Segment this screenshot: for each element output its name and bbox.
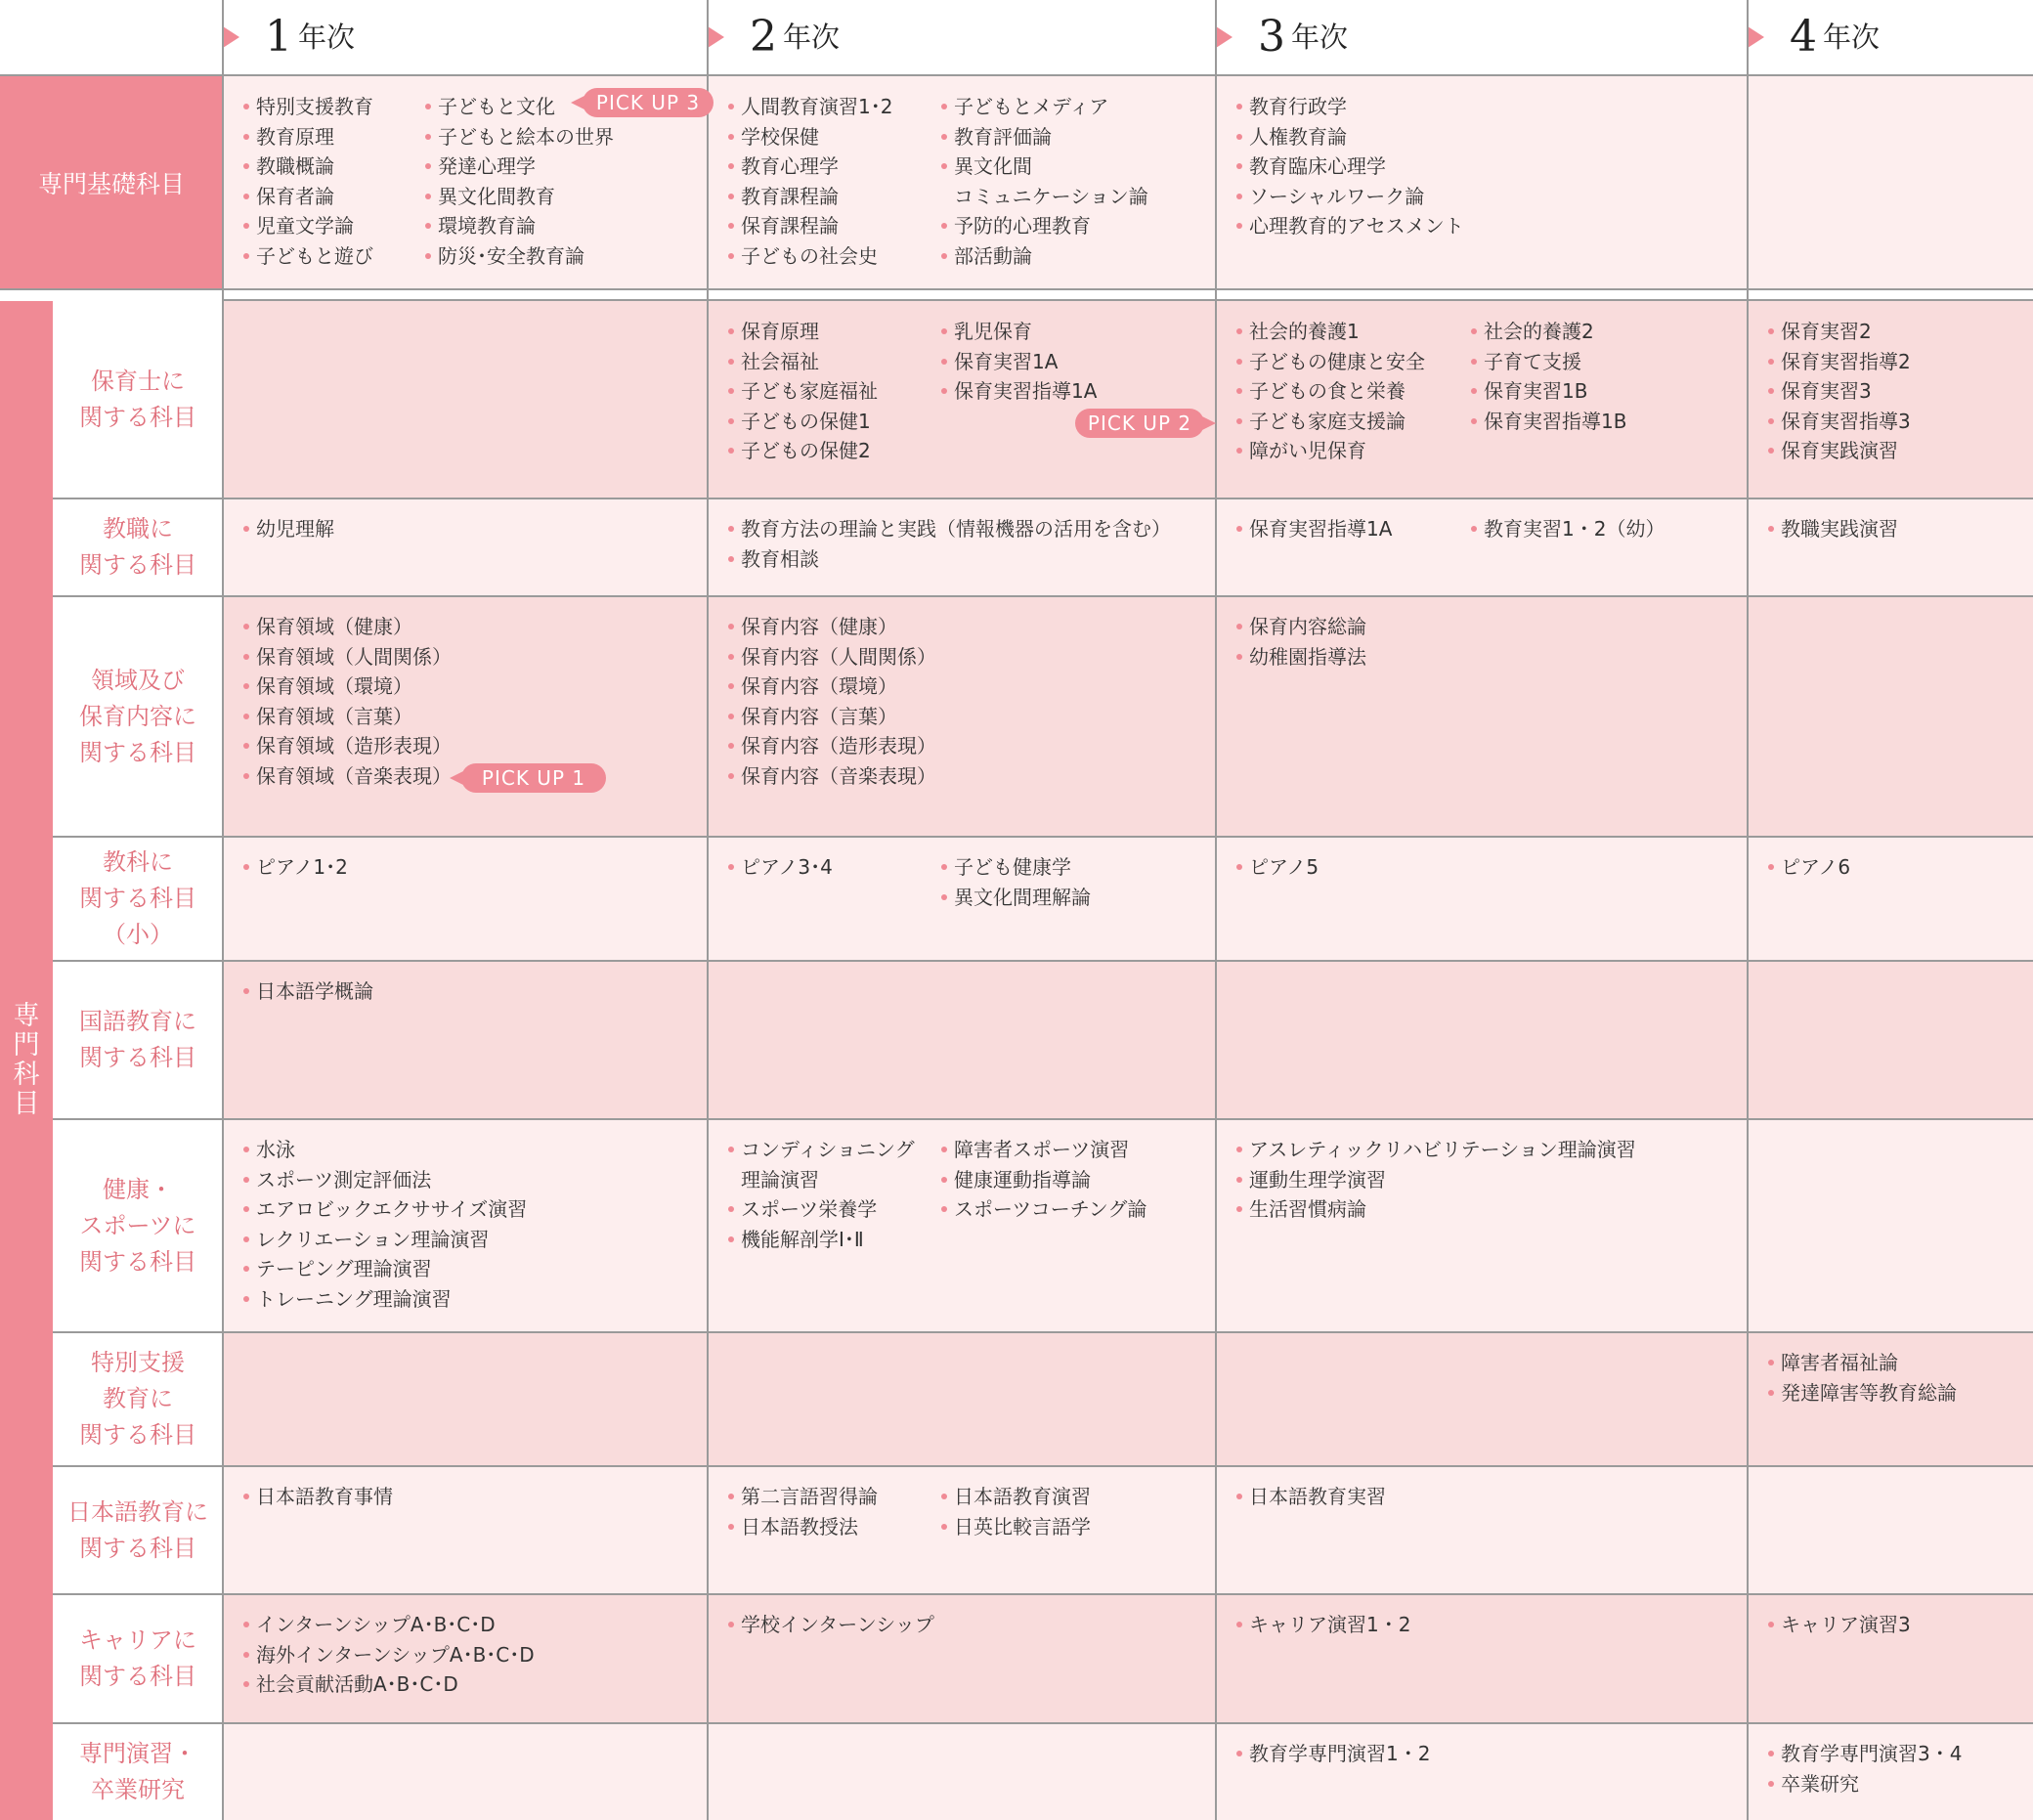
subject-item: 子育て支援	[1470, 347, 1626, 377]
subject-item: 保育実習3	[1767, 376, 1911, 407]
subject-item: 卒業研究	[1767, 1769, 1962, 1799]
subject-list	[1767, 317, 1911, 466]
subject-item: 教育方法の理論と実践（情報機器の活用を含む）	[727, 514, 1171, 544]
category-label: 教科に 関する科目 （小）	[79, 848, 196, 948]
kiso-y3-list-a	[1235, 92, 1464, 241]
subject-item: 保育実習指導1B	[1470, 407, 1626, 437]
subject-item: 教育学専門演習3・4	[1767, 1739, 1962, 1769]
grid-line	[53, 498, 2033, 499]
kiso-label: 専門基礎科目	[0, 75, 223, 289]
subject-list	[1767, 1610, 1911, 1640]
grid-line	[53, 960, 2033, 962]
triangle-marker-icon	[223, 26, 239, 48]
subject-item: ピアノ5	[1235, 852, 1319, 883]
subject-item: 社会的養護1	[1235, 317, 1425, 347]
subject-item: 日本語教育演習	[940, 1482, 1091, 1512]
subject-item: アスレティックリハビリテーション理論演習	[1235, 1135, 1636, 1165]
year-header-2	[708, 0, 840, 74]
subject-list	[242, 852, 348, 883]
subject-list	[1767, 514, 1898, 544]
subject-list	[1767, 1739, 1962, 1798]
senmon-side-label	[0, 301, 53, 1820]
subject-item: 幼稚園指導法	[1235, 642, 1366, 672]
category-label: 日本語教育に 関する科目	[67, 1497, 208, 1562]
subject-list	[1767, 1348, 1957, 1408]
subject-item: 社会貢献活動A･B･C･D	[242, 1669, 535, 1700]
category-label: 特別支援 教育に 関する科目	[79, 1349, 196, 1449]
grid-line	[53, 595, 2033, 597]
subject-item: インターンシップA･B･C･D	[242, 1610, 535, 1640]
subject-item: 子ども健康学	[940, 852, 1091, 883]
row-bg	[223, 1466, 2033, 1594]
year-number: 3	[1258, 12, 1285, 62]
subject-item: 教育心理学	[727, 152, 892, 182]
subject-item: 社会的養護2	[1470, 317, 1626, 347]
subject-item: 児童文学論	[242, 211, 373, 241]
subject-item: コンディショニング	[727, 1135, 915, 1165]
subject-list	[242, 1482, 393, 1512]
subject-item: 障がい児保育	[1235, 436, 1425, 466]
subject-list	[940, 317, 1097, 407]
subject-item: 保育実習指導1A	[940, 376, 1097, 407]
kiso-y1-list-a	[242, 92, 373, 271]
category-label: 領域及び 保育内容に 関する科目	[79, 666, 196, 766]
subject-item: 子どもの保健2	[727, 436, 878, 466]
subject-item: 心理教育的アセスメント	[1235, 211, 1464, 241]
subject-item: ピアノ1･2	[242, 852, 348, 883]
subject-item: 人権教育論	[1235, 122, 1464, 152]
year-suffix: 年次	[1823, 20, 1881, 54]
subject-list	[727, 317, 878, 466]
triangle-marker-icon	[708, 26, 724, 48]
subject-list	[1470, 317, 1626, 436]
category-label: 保育士に 関する科目	[79, 368, 196, 431]
subject-item: 日本語教授法	[727, 1512, 878, 1542]
subject-item: 子ども家庭福祉	[727, 376, 878, 407]
subject-list	[242, 612, 452, 791]
pickup-1-badge[interactable]: PICK UP 1	[461, 763, 606, 793]
row-bg	[223, 1723, 2033, 1820]
subject-item: 保育実習1A	[940, 347, 1097, 377]
subject-item: 子どもと文化	[424, 92, 614, 122]
subject-item: 保育実習指導2	[1767, 347, 1911, 377]
grid-line	[222, 0, 224, 1820]
subject-item: ソーシャルワーク論	[1235, 182, 1464, 212]
subject-item: テーピング理論演習	[242, 1254, 527, 1284]
grid-line	[1747, 0, 1749, 1820]
subject-item: 保育内容（環境）	[727, 672, 936, 702]
kiso-y1-list-b	[424, 92, 614, 271]
grid-line	[707, 0, 709, 1820]
category-label: 専門演習・ 卒業研究	[79, 1739, 196, 1803]
subject-item: 障害者スポーツ演習	[940, 1135, 1146, 1165]
triangle-marker-icon	[1216, 26, 1233, 48]
year-number: 4	[1790, 12, 1817, 62]
subject-item: 異文化間	[940, 152, 1148, 182]
subject-list	[727, 1610, 934, 1640]
subject-item: 保育領域（造形表現）	[242, 731, 452, 761]
subject-list	[940, 852, 1091, 912]
row-bg	[223, 596, 2033, 837]
subject-item: 保育領域（健康）	[242, 612, 452, 642]
subject-list	[1470, 514, 1665, 544]
subject-item: 子どもの保健1	[727, 407, 878, 437]
grid-line	[53, 1118, 2033, 1120]
subject-item: 保育実践演習	[1767, 436, 1911, 466]
subject-list	[1235, 317, 1425, 466]
subject-list	[727, 612, 936, 791]
subject-item: コミュニケーション論	[954, 184, 1148, 208]
subject-list	[242, 514, 334, 544]
year-suffix: 年次	[783, 20, 841, 54]
year-number: 1	[265, 12, 292, 62]
subject-list	[1767, 852, 1850, 883]
subject-item: 保育領域（音楽表現）	[242, 761, 452, 792]
grid-line	[53, 1331, 2033, 1333]
pickup-2-badge[interactable]: PICK UP 2	[1075, 409, 1204, 438]
subject-item: 機能解剖学Ⅰ･Ⅱ	[727, 1225, 915, 1255]
subject-item: 特別支援教育	[242, 92, 373, 122]
subject-item: 部活動論	[940, 241, 1148, 272]
subject-item: 防災･安全教育論	[424, 241, 614, 272]
subject-list	[1235, 612, 1366, 672]
category-label: 国語教育に 関する科目	[79, 1008, 196, 1071]
grid-line	[53, 1593, 2033, 1595]
subject-item: 教職実践演習	[1767, 514, 1898, 544]
subject-item: エアロビックエクササイズ演習	[242, 1194, 527, 1225]
grid-line	[53, 1722, 2033, 1724]
subject-item: ピアノ3･4	[727, 852, 833, 883]
subject-list	[1235, 1482, 1386, 1512]
subject-item: 保育原理	[727, 317, 878, 347]
grid-line	[223, 299, 2033, 301]
subject-item: 理論演習	[741, 1167, 819, 1192]
subject-item: 日英比較言語学	[940, 1512, 1091, 1542]
category-label: 健康・ スポーツに 関する科目	[79, 1175, 196, 1276]
subject-item: 保育領域（環境）	[242, 672, 452, 702]
subject-item: スポーツ測定評価法	[242, 1165, 527, 1195]
subject-item: 子どもの食と栄養	[1235, 376, 1425, 407]
year-header-3	[1216, 0, 1348, 74]
subject-item: 環境教育論	[424, 211, 614, 241]
subject-item: トレーニング理論演習	[242, 1284, 527, 1315]
subject-item: 保育者論	[242, 182, 373, 212]
subject-item: 保育実習1B	[1470, 376, 1626, 407]
kiso-y2-list-b	[940, 92, 1148, 271]
grid-line	[0, 288, 2033, 290]
subject-item: 子どもの社会史	[727, 241, 892, 272]
subject-item: 保育内容（言葉）	[727, 702, 936, 732]
subject-item: 保育内容（健康）	[727, 612, 936, 642]
year-suffix: 年次	[1291, 20, 1349, 54]
kiso-y2-list-a	[727, 92, 892, 271]
subject-item: 日本語教育事情	[242, 1482, 393, 1512]
subject-item: 教育行政学	[1235, 92, 1464, 122]
subject-item: 水泳	[242, 1135, 527, 1165]
subject-list	[727, 1135, 915, 1254]
subject-list	[242, 1135, 527, 1314]
subject-item: 異文化間教育	[424, 182, 614, 212]
subject-item: 運動生理学演習	[1235, 1165, 1636, 1195]
subject-item: ピアノ6	[1767, 852, 1850, 883]
subject-list	[727, 514, 1171, 574]
subject-item: 子どもと絵本の世界	[424, 122, 614, 152]
subject-item: 日本語学概論	[242, 976, 373, 1007]
subject-item: 保育実習指導3	[1767, 407, 1911, 437]
grid-line	[53, 1465, 2033, 1467]
subject-item: 発達心理学	[424, 152, 614, 182]
year-header-4	[1748, 0, 1880, 74]
subject-item: 保育内容（造形表現）	[727, 731, 936, 761]
subject-list	[242, 1610, 535, 1700]
subject-item: 子どもとメディア	[940, 92, 1148, 122]
subject-list	[727, 852, 833, 883]
subject-list	[940, 1135, 1146, 1225]
subject-item: 生活習慣病論	[1235, 1194, 1636, 1225]
year-suffix: 年次	[298, 20, 356, 54]
subject-item: 保育課程論	[727, 211, 892, 241]
subject-item: 保育実習指導1A	[1235, 514, 1392, 544]
row-bg	[223, 301, 2033, 498]
subject-list	[1235, 514, 1392, 544]
subject-item: 第二言語習得論	[727, 1482, 878, 1512]
subject-item: 保育実習2	[1767, 317, 1911, 347]
subject-item: 子どもの健康と安全	[1235, 347, 1425, 377]
senmon-side-text: 専門科目	[13, 1001, 40, 1119]
subject-list	[1235, 1739, 1430, 1769]
subject-item: 保育内容（人間関係）	[727, 642, 936, 672]
subject-item: 学校保健	[727, 122, 892, 152]
subject-item: キャリア演習3	[1767, 1610, 1911, 1640]
grid-line	[0, 74, 2033, 76]
subject-item: 教育相談	[727, 544, 1171, 575]
subject-item: 保育領域（言葉）	[242, 702, 452, 732]
subject-item: 学校インターンシップ	[727, 1610, 934, 1640]
row-bg	[223, 1332, 2033, 1466]
subject-item: レクリエーション理論演習	[242, 1225, 527, 1255]
subject-item: 教育臨床心理学	[1235, 152, 1464, 182]
subject-item: 健康運動指導論	[940, 1165, 1146, 1195]
subject-item: 子どもと遊び	[242, 241, 373, 272]
category-label: 教職に 関する科目	[79, 515, 196, 579]
subject-item: 教育原理	[242, 122, 373, 152]
subject-item: 幼児理解	[242, 514, 334, 544]
subject-list	[727, 1482, 878, 1541]
row-bg	[223, 961, 2033, 1119]
subject-item: 教育課程論	[727, 182, 892, 212]
subject-item: 人間教育演習1･2	[727, 92, 892, 122]
subject-item: 教育実習1・2（幼）	[1470, 514, 1665, 544]
triangle-marker-icon	[1748, 26, 1764, 48]
subject-item: 保育内容総論	[1235, 612, 1366, 642]
subject-list	[940, 1482, 1091, 1541]
subject-item: 社会福祉	[727, 347, 878, 377]
grid-line	[53, 836, 2033, 838]
subject-item: 保育領域（人間関係）	[242, 642, 452, 672]
subject-item: 保育内容（音楽表現）	[727, 761, 936, 792]
subject-item: 予防的心理教育	[940, 211, 1148, 241]
subject-item: スポーツコーチング論	[940, 1194, 1146, 1225]
subject-item: 教育評価論	[940, 122, 1148, 152]
grid-line	[1215, 0, 1217, 1820]
row-bg	[223, 837, 2033, 961]
subject-item: スポーツ栄養学	[727, 1194, 915, 1225]
subject-item: 教職概論	[242, 152, 373, 182]
pickup-3-badge[interactable]: PICK UP 3	[583, 88, 714, 117]
subject-item: 発達障害等教育総論	[1767, 1378, 1957, 1408]
subject-item: 異文化間理解論	[940, 883, 1091, 913]
subject-list	[1235, 852, 1319, 883]
subject-list	[1235, 1135, 1636, 1225]
category-label: キャリアに 関する科目	[79, 1626, 196, 1690]
year-header-1	[223, 0, 355, 74]
subject-item: 子ども家庭支援論	[1235, 407, 1425, 437]
subject-item: キャリア演習1・2	[1235, 1610, 1410, 1640]
subject-item: 障害者福祉論	[1767, 1348, 1957, 1378]
subject-item: 海外インターンシップA･B･C･D	[242, 1640, 535, 1670]
subject-list	[1235, 1610, 1410, 1640]
subject-item: 教育学専門演習1・2	[1235, 1739, 1430, 1769]
subject-item: 乳児保育	[940, 317, 1097, 347]
subject-list	[242, 976, 373, 1007]
year-number: 2	[750, 12, 777, 62]
subject-item: 日本語教育実習	[1235, 1482, 1386, 1512]
